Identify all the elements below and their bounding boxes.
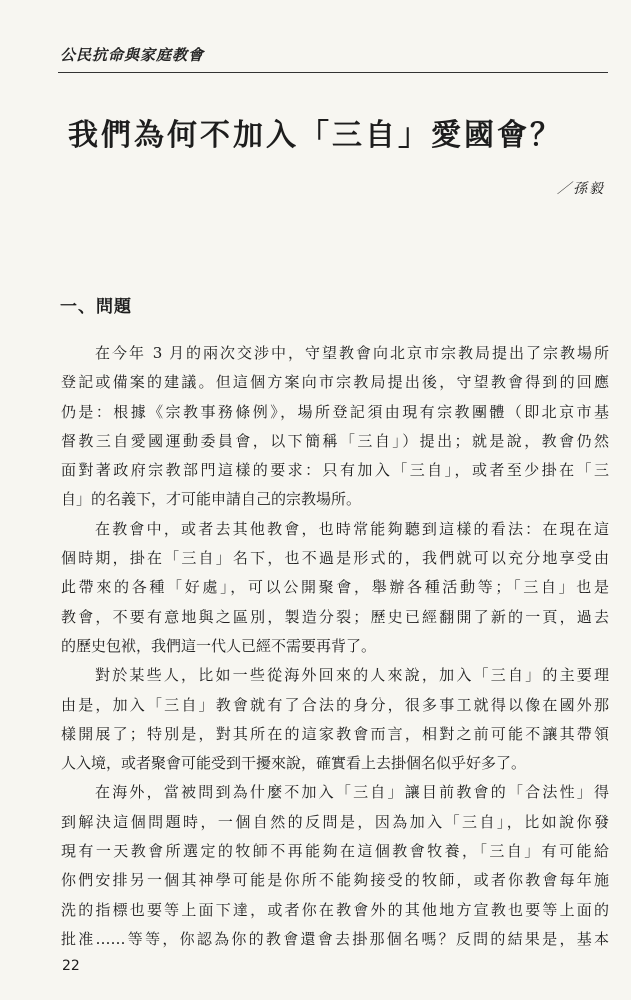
article-body <box>61 339 609 954</box>
paragraph-3 <box>61 661 609 778</box>
body-line: 教會，不要有意地與之區別，製造分裂；歷史已經翻開了新的一頁，過去 <box>61 607 609 626</box>
body-line: 的歷史包袱，我們這一代人已經不需要再背了。 <box>61 636 377 655</box>
paragraph-4 <box>61 778 609 954</box>
body-line: 洗的指標也要等上面下達，或者你在教會外的其他地方宣教也要等上面的 <box>61 900 609 919</box>
running-header: 公民抗命與家庭教會 <box>60 46 205 64</box>
paragraph-2 <box>61 515 609 661</box>
body-line: 你們安排另一個其神學可能是你所不能夠接受的牧師，或者你教會每年施 <box>61 871 609 890</box>
page-number: 22 <box>62 958 80 974</box>
body-line: 到解決這個問題時，一個自然的反問是，因為加入「三自」，比如說你發 <box>61 812 609 831</box>
body-line: 在今年 3 月的兩次交涉中，守望教會向北京市宗教局提出了宗教場所 <box>95 344 609 362</box>
section-heading: 一、問題 <box>60 297 132 317</box>
body-line: 在教會中，或者去其他教會，也時常能夠聽到這樣的看法：在現在這 <box>95 519 609 538</box>
body-line: 面對著政府宗教部門這樣的要求：只有加入「三自」，或者至少掛在「三 <box>61 461 609 480</box>
body-line: 在海外，當被問到為什麼不加入「三自」讓目前教會的「合法性」得 <box>95 783 609 802</box>
body-line: 仍是：根據《宗教事務條例》，場所登記須由現有宗教團體（即北京市基 <box>61 402 609 421</box>
body-line: 對於某些人，比如一些從海外回來的人來說，加入「三自」的主要理 <box>95 666 609 685</box>
body-line: 督教三自愛國運動委員會，以下簡稱「三自」）提出；就是說，教會仍然 <box>61 431 609 450</box>
body-line: 現有一天教會所選定的牧師不再能夠在這個教會牧養，「三自」有可能給 <box>61 842 609 861</box>
article-author: ／孫毅 <box>557 181 605 197</box>
paragraph-1 <box>61 339 609 515</box>
body-line: 自」的名義下，才可能申請自己的宗教場所。 <box>61 490 362 509</box>
body-line: 登記或備案的建議。但這個方案向市宗教局提出後，守望教會得到的回應 <box>61 373 609 392</box>
body-line: 此帶來的各種「好處」，可以公開聚會，舉辦各種活動等；「三自」也是 <box>61 578 609 597</box>
body-line: 樣開展了；特別是，對其所在的這家教會而言，相對之前可能不讓其帶領 <box>61 724 609 743</box>
header-divider <box>58 72 608 73</box>
body-line: 由是，加入「三自」教會就有了合法的身分，很多事工就得以像在國外那 <box>61 695 609 714</box>
article-title: 我們為何不加入「三自」愛國會？ <box>68 118 563 153</box>
body-line: 個時期，掛在「三自」名下，也不過是形式的，我們就可以充分地享受由 <box>61 549 609 568</box>
body-line: 批准……等等，你認為你的教會還會去掛那個名嗎？反問的結果是，基本 <box>61 929 609 948</box>
body-line: 人入境，或者聚會可能受到干擾來說，確實看上去掛個名似乎好多了。 <box>61 754 527 773</box>
